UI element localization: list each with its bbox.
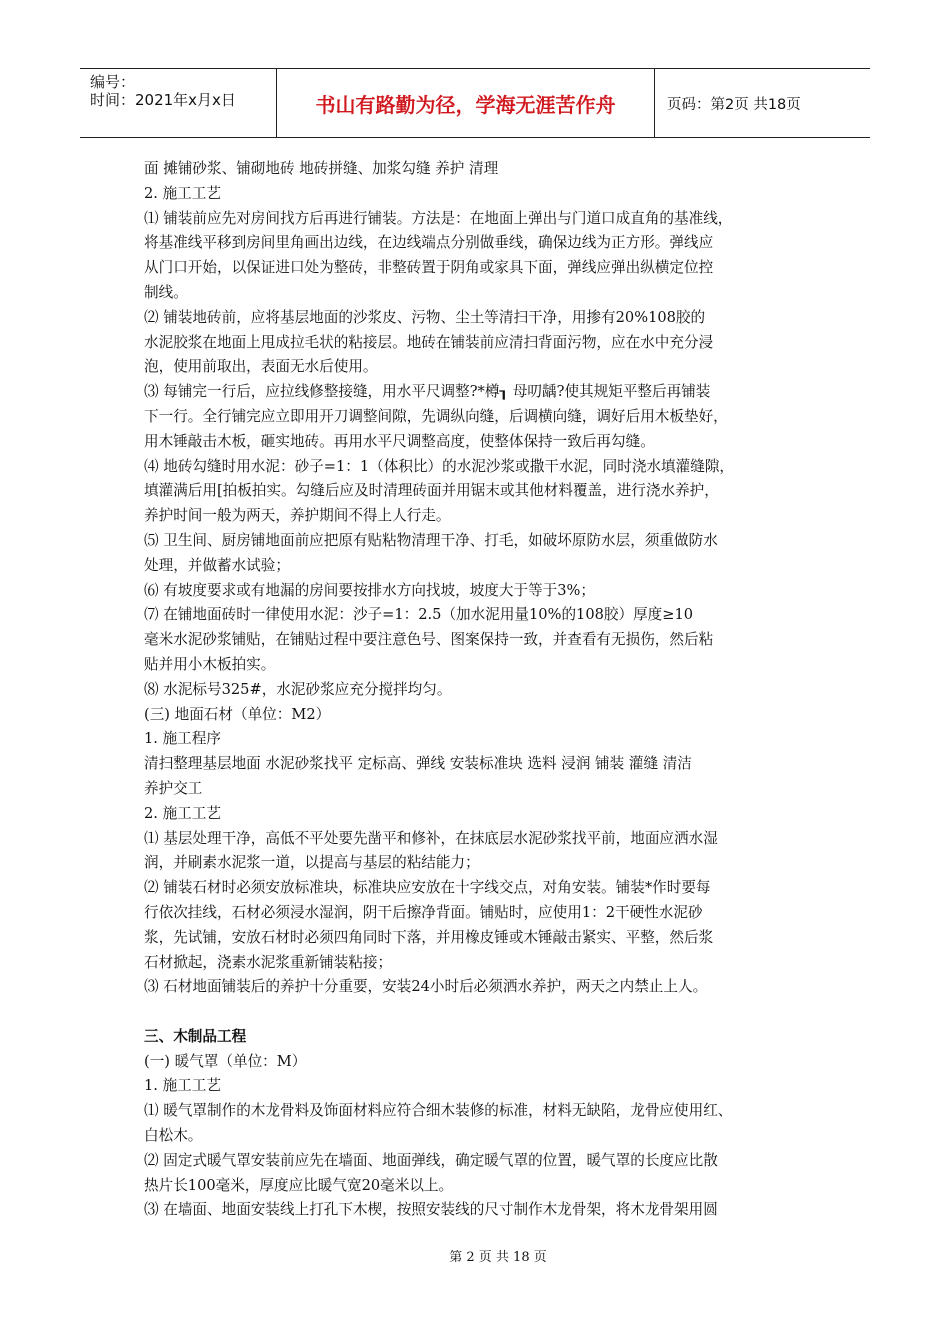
text-line: ⑵ 固定式暖气罩安装前应先在墙面、地面弹线，确定暖气罩的位置，暖气罩的长度应比散 xyxy=(144,1151,718,1169)
text-line: ⑵ 铺装地砖前，应将基层地面的沙浆皮、污物、尘土等清扫干净，用掺有20%108胶的 xyxy=(144,308,706,326)
text-line: (一) 暖气罩（单位：M） xyxy=(144,1052,307,1070)
text-line: (三) 地面石材（单位：M2） xyxy=(144,705,331,723)
text-line: ⑵ 铺装石材时必须安放标准块，标准块应安放在十字线交点，对角安装。铺装*作时要每 xyxy=(144,879,711,897)
header-meta xyxy=(80,69,277,137)
header-page-number: 页码：第2页 共18页 xyxy=(667,96,801,113)
text-line: 热片长100毫米，厚度应比暖气宽20毫米以上。 xyxy=(144,1176,454,1194)
text-line: 1. 施工工艺 xyxy=(144,1077,221,1095)
text-line: 浆，先试铺，安放石材时必须四角同时下落，并用橡皮锤或木锤敲击紧实、平整，然后浆 xyxy=(144,928,714,946)
text-line: ⑺ 在铺地面砖时一律使用水泥：沙子=1：2.5（加水泥用量10%的108胶）厚度≥10 xyxy=(144,606,694,624)
text-line: 从门口开始，以保证进口处为整砖，非整砖置于阴角或家具下面，弹线应弹出纵横定位控 xyxy=(144,259,714,277)
text-line: 将基准线平移到房间里角画出边线，在边线端点分别做垂线，确保边线为正方形。弹线应 xyxy=(144,234,714,252)
text-line: 用木锤敲击木板，砸实地砖。再用水平尺调整高度，使整体保持一致后再勾缝。 xyxy=(144,432,655,450)
text-line: 2. 施工工艺 xyxy=(144,184,221,202)
header-motto: 书山有路勤为径，学海无涯苦作舟 xyxy=(277,69,655,137)
text-line: 下一行。全行铺完应立即用开刀调整间隙，先调纵向缝，后调横向缝，调好后用木板垫好， xyxy=(144,407,728,425)
text-line: ⑹ 有坡度要求或有地漏的房间要按排水方向找坡，坡度大于等于3%； xyxy=(144,581,596,599)
text-line: ⑴ 铺装前应先对房间找方后再进行铺装。方法是：在地面上弹出与门道口成直角的基准线， xyxy=(144,209,733,227)
text-line: 制线。 xyxy=(144,283,188,301)
text-line: 贴并用小木板拍实。 xyxy=(144,655,276,673)
text-line: 2. 施工工艺 xyxy=(144,804,221,822)
text-line: ⑶ 石材地面铺装后的养护十分重要，安装24小时后必须洒水养护，两天之内禁止上人。 xyxy=(144,978,708,996)
text-line: 面 摊铺砂浆、铺砌地砖 地砖拼缝、加浆勾缝 养护 清理 xyxy=(144,160,499,177)
text-line: ⑸ 卫生间、厨房铺地面前应把原有贴粘物清理干净、打毛，如破坏原防水层，须重做防水 xyxy=(144,531,718,549)
text-line: 清扫整理基层地面 水泥砂浆找平 定标高、弹线 安装标准块 选料 浸润 铺装 灌缝 清洁 xyxy=(144,755,692,773)
page-header xyxy=(80,68,870,138)
text-line: 泡，使用前取出，表面无水后使用。 xyxy=(144,358,378,376)
document-body xyxy=(144,157,812,1223)
text-line: 毫米水泥砂浆铺贴，在铺贴过程中要注意色号、图案保持一致，并查看有无损伤，然后粘 xyxy=(144,631,714,649)
text-line xyxy=(144,1000,812,1025)
text-line: 石材掀起，浇素水泥浆重新铺装粘接； xyxy=(144,953,393,971)
text-line: 润，并刷素水泥浆一道，以提高与基层的粘结能力； xyxy=(144,854,480,872)
text-line: ⑷ 地砖勾缝时用水泥：砂子=1：1（体积比）的水泥沙浆或撒干水泥，同时浇水填灌缝隙， xyxy=(144,457,735,475)
text-line: 养护时间一般为两天，养护期间不得上人行走。 xyxy=(144,507,451,525)
text-line: ⑶ 每铺完一行后，应拉线修整接缝，用水平尺调整?*樽┒ 母叨龋?使其规矩平整后再铺装 xyxy=(144,383,711,401)
document-number-label: 编号： xyxy=(90,73,136,91)
text-line: 处理，并做蓄水试验； xyxy=(144,556,290,574)
text-line: 1. 施工程序 xyxy=(144,730,221,748)
text-line: 水泥胶浆在地面上甩成拉毛状的粘接层。地砖在铺装前应清扫背面污物，应在水中充分浸 xyxy=(144,333,714,351)
text-line: ⑴ 暖气罩制作的木龙骨料及饰面材料应符合细木装修的标准，材料无缺陷，龙骨应使用红、 xyxy=(144,1102,733,1120)
text-line: 白松木。 xyxy=(144,1127,203,1145)
text-line: 填灌满后用[拍板拍实。勾缝后应及时清理砖面并用锯末或其他材料覆盖，进行浇水养护， xyxy=(144,482,719,500)
date-label: 时间：2021年x月x日 xyxy=(90,91,236,109)
section-heading: 三、木制品工程 xyxy=(144,1027,247,1045)
text-line: ⑶ 在墙面、地面安装线上打孔下木楔，按照安装线的尺寸制作木龙骨架，将木龙骨架用圆 xyxy=(144,1201,718,1219)
text-line: 养护交工 xyxy=(144,779,203,797)
page-footer: 第 2 页 共 18 页 xyxy=(449,1250,547,1265)
text-line: ⑻ 水泥标号325#，水泥砂浆应充分搅拌均匀。 xyxy=(144,680,452,698)
text-line: ⑴ 基层处理干净，高低不平处要先凿平和修补，在抹底层水泥砂浆找平前，地面应洒水湿 xyxy=(144,829,718,847)
text-line: 行依次挂线，石材必须浸水湿润，阴干后擦净背面。铺贴时，应使用1：2干硬性水泥砂 xyxy=(144,903,703,921)
